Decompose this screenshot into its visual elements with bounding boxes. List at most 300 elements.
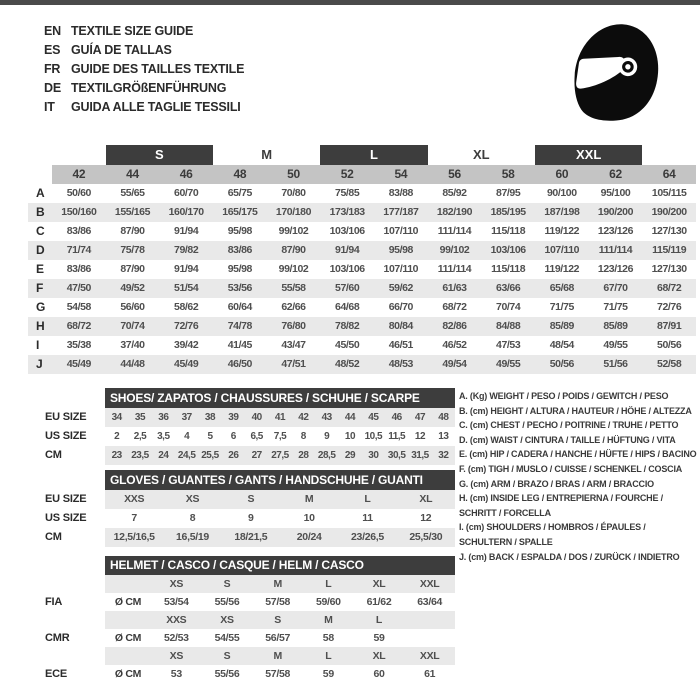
helmet-value-row <box>45 629 455 647</box>
legend-item: B. (cm) HEIGHT / ALTURA / HAUTEUR / HÖHE / ALTEZZA <box>459 405 692 416</box>
textile-cell: 177/187 <box>383 206 419 218</box>
size-cell: 11 <box>362 512 373 524</box>
size-number: 58 <box>481 165 535 184</box>
textile-cell: 44/48 <box>120 358 145 370</box>
helmet-value-cell: 53 <box>170 668 182 680</box>
textile-cell: 190/200 <box>597 206 634 218</box>
textile-cell: 51/54 <box>174 282 199 294</box>
textile-cell: 103/106 <box>329 263 365 275</box>
size-row <box>45 490 455 509</box>
size-cell: 12 <box>420 512 432 524</box>
helmet-size-cell: L <box>303 647 354 665</box>
size-number: 62 <box>589 165 643 184</box>
size-cell: 11,5 <box>388 431 406 442</box>
textile-cell: 165/175 <box>222 206 258 218</box>
row-label <box>45 575 105 593</box>
textile-cell: 150/160 <box>61 206 97 218</box>
language-code: EN <box>44 23 61 38</box>
helmet-size-cell: XXL <box>404 647 455 665</box>
size-cell: 3,5 <box>157 431 170 442</box>
row-letter: F <box>36 281 44 295</box>
textile-cell: 58/62 <box>174 301 199 313</box>
textile-cell: 83/86 <box>66 263 91 275</box>
size-group-xl: XL <box>473 147 490 162</box>
textile-cell: 87/90 <box>281 244 306 256</box>
textile-cell: 85/92 <box>442 187 467 199</box>
textile-cell: 111/114 <box>437 225 472 237</box>
textile-row <box>28 336 696 355</box>
textile-cell: 80/84 <box>388 320 413 332</box>
textile-cell: 35/38 <box>66 339 91 351</box>
textile-cell: 107/110 <box>544 244 580 256</box>
textile-cell: 70/80 <box>281 187 306 199</box>
shoes-title-bar: SHOES/ ZAPATOS / CHAUSSURES / SCHUHE / SCARPE <box>105 388 455 408</box>
helmet-value-cell: 58 <box>322 632 334 644</box>
size-cell: 28 <box>292 446 315 465</box>
textile-cell: 48/52 <box>335 358 360 370</box>
size-cell: 8 <box>189 512 196 524</box>
diameter-label: Ø CM <box>114 668 142 680</box>
textile-cell: 83/88 <box>388 187 413 199</box>
textile-cell: 45/49 <box>66 358 91 370</box>
language-code: DE <box>44 80 61 95</box>
helmet-size-cell: S <box>202 647 253 665</box>
legend-item: C. (cm) CHEST / PECHO / POITRINE / TRUHE / PETTO <box>459 420 679 431</box>
language-row <box>44 78 244 97</box>
textile-cell: 190/200 <box>651 206 687 218</box>
row-letter: D <box>36 243 45 257</box>
row-letter: I <box>36 338 40 352</box>
size-cell: 36 <box>152 408 175 427</box>
textile-cell: 84/88 <box>496 320 521 332</box>
textile-cell: 173/183 <box>329 206 365 218</box>
row-label: FIA <box>45 596 63 608</box>
textile-cell: 75/85 <box>335 187 360 199</box>
textile-cell: 57/60 <box>335 282 360 294</box>
textile-cell: 41/45 <box>227 339 252 351</box>
textile-cell: 72/76 <box>174 320 199 332</box>
size-row <box>45 528 455 547</box>
textile-cell: 99/102 <box>278 225 309 237</box>
helmet-size-cell: XL <box>354 647 405 665</box>
size-group-m: M <box>261 147 273 162</box>
size-cell: 34 <box>105 408 128 427</box>
size-cell: 18/21,5 <box>222 528 280 547</box>
textile-cell: 56/60 <box>120 301 145 313</box>
top-border-bar <box>0 0 700 5</box>
shoes-table <box>45 388 455 465</box>
textile-cell: 55/65 <box>120 187 145 199</box>
helmet-size-cell: XXL <box>404 575 455 593</box>
language-code: IT <box>44 99 55 114</box>
textile-cell: 75/78 <box>120 244 145 256</box>
legend-item: I. (cm) SHOULDERS / HOMBROS / ÉPAULES / SCHULTERN / SPALLE <box>459 522 646 547</box>
size-cell: 6 <box>230 431 236 442</box>
size-cell: 7 <box>131 512 137 524</box>
legend-item: G. (cm) ARM / BRAZO / BRAS / ARM / BRACCIO <box>459 478 654 489</box>
size-cell: 5 <box>207 431 213 442</box>
textile-cell: 52/58 <box>657 358 682 370</box>
textile-cell: 87/90 <box>120 225 145 237</box>
textile-cell: 45/50 <box>335 339 360 351</box>
textile-cell: 47/51 <box>281 358 306 370</box>
language-code: ES <box>44 42 61 57</box>
textile-cell: 67/70 <box>603 282 628 294</box>
gloves-title-bar: GLOVES / GUANTES / GANTS / HANDSCHUHE / GUANTI <box>105 470 455 490</box>
textile-cell: 185/195 <box>490 206 526 218</box>
language-label: GUIDA ALLE TAGLIE TESSILI <box>71 99 241 114</box>
size-cell: 9 <box>248 512 254 524</box>
helmet-value-cell: 54/55 <box>214 632 240 644</box>
helmet-size-row <box>45 575 455 593</box>
language-row <box>44 59 244 78</box>
size-row <box>45 509 455 528</box>
size-cell: 23,5 <box>128 446 151 465</box>
textile-cell: 99/102 <box>439 244 470 256</box>
textile-rows <box>28 184 696 374</box>
textile-cell: 111/114 <box>598 244 633 256</box>
size-number: 60 <box>535 165 589 184</box>
row-label <box>45 647 105 665</box>
textile-cell: 50/56 <box>549 358 574 370</box>
helmet-icon <box>570 20 662 124</box>
size-cell: 10 <box>344 431 356 442</box>
legend-item: D. (cm) WAIST / CINTURA / TAILLE / HÜFTUNG / VITA <box>459 434 676 445</box>
textile-cell: 85/89 <box>549 320 574 332</box>
size-cell: 30,5 <box>385 446 408 465</box>
size-cell: 41 <box>268 408 291 427</box>
size-cell: 31,5 <box>408 446 431 465</box>
textile-cell: 48/53 <box>388 358 413 370</box>
helmet-size-cell: L <box>303 575 354 593</box>
row-label <box>45 611 105 629</box>
size-cell: 45 <box>362 408 385 427</box>
size-cell: 2,5 <box>133 431 147 442</box>
row-letter: B <box>36 205 45 219</box>
textile-cell: 50/56 <box>657 339 682 351</box>
measurement-legend <box>459 389 699 564</box>
diameter-label: Ø CM <box>114 632 142 644</box>
size-number: 42 <box>52 165 106 184</box>
row-label: ECE <box>45 668 68 680</box>
size-row <box>45 427 455 446</box>
language-label: TEXTILE SIZE GUIDE <box>71 23 194 38</box>
size-cell: L <box>338 490 396 509</box>
textile-cell: 123/126 <box>597 263 634 275</box>
size-row <box>45 408 455 427</box>
size-cell: 7,5 <box>273 431 287 442</box>
textile-row <box>28 184 696 203</box>
textile-cell: 111/114 <box>437 263 472 275</box>
row-letter: C <box>36 224 45 238</box>
helmet-size-cell: M <box>252 575 303 593</box>
helmet-value-cell: 53/54 <box>163 596 189 608</box>
size-cell: M <box>280 490 338 509</box>
textile-row <box>28 317 696 336</box>
row-letter: A <box>36 186 45 200</box>
size-cell: 29 <box>338 446 361 465</box>
helmet-value-cell: 61/62 <box>366 596 392 608</box>
size-cell: 27,5 <box>268 446 291 465</box>
textile-cell: 87/91 <box>657 320 682 332</box>
textile-cell: 70/74 <box>496 301 521 313</box>
helmet-size-cell: XS <box>202 611 253 629</box>
row-label: CM <box>45 449 62 461</box>
textile-cell: 76/80 <box>281 320 306 332</box>
helmet-value-cell: 55/56 <box>214 596 240 608</box>
textile-row <box>28 203 696 222</box>
textile-cell: 48/54 <box>549 339 574 351</box>
textile-cell: 71/75 <box>549 301 574 313</box>
row-label: EU SIZE <box>45 493 87 505</box>
textile-cell: 119/122 <box>544 225 580 237</box>
legend-item: H. (cm) INSIDE LEG / ENTREPIERNA / FOURCHE / SCHRITT / FORCELLA <box>459 493 663 518</box>
helmet-value-cell: 57/58 <box>265 596 291 608</box>
language-label: GUIDE DES TAILLES TEXTILE <box>71 61 245 76</box>
size-cell: XS <box>163 490 221 509</box>
helmet-value-cell: 55/56 <box>214 668 240 680</box>
helmet-value-row <box>45 593 455 611</box>
textile-cell: 115/118 <box>491 263 526 275</box>
diameter-spacer <box>105 575 151 593</box>
helmet-value-cell: 61 <box>424 668 436 680</box>
textile-cell: 91/94 <box>335 244 360 256</box>
size-cell: 10 <box>303 512 315 524</box>
row-letter: H <box>36 319 45 333</box>
size-cell: 12,5/16,5 <box>105 528 163 547</box>
helmet-value-cell: 63/64 <box>417 596 443 608</box>
helmet-value-cell: 59 <box>322 668 334 680</box>
size-cell: 32 <box>432 446 455 465</box>
row-label: CM <box>45 531 62 543</box>
helmet-rows <box>45 575 455 683</box>
textile-cell: 72/76 <box>657 301 682 313</box>
size-cell: 27 <box>245 446 268 465</box>
textile-row <box>28 279 696 298</box>
helmet-title-bar: HELMET / CASCO / CASQUE / HELM / CASCO <box>105 556 455 575</box>
size-cell: 10,5 <box>364 431 383 442</box>
size-cell: 24,5 <box>175 446 198 465</box>
textile-cell: 70/74 <box>120 320 145 332</box>
textile-cell: 87/90 <box>120 263 145 275</box>
size-cell: 48 <box>432 408 455 427</box>
helmet-icon-svg <box>570 20 662 124</box>
textile-cell: 82/86 <box>442 320 467 332</box>
textile-cell: 119/122 <box>544 263 580 275</box>
row-label: EU SIZE <box>45 411 87 423</box>
size-cell: 35 <box>128 408 151 427</box>
textile-cell: 64/68 <box>335 301 360 313</box>
textile-cell: 43/47 <box>281 339 306 351</box>
diameter-spacer <box>105 611 151 629</box>
helmet-value-cell: 57/58 <box>265 668 291 680</box>
textile-cell: 105/115 <box>651 187 687 199</box>
textile-cell: 54/58 <box>66 301 91 313</box>
textile-cell: 170/180 <box>275 206 312 218</box>
textile-cell: 63/66 <box>496 282 521 294</box>
textile-cell: 160/170 <box>168 206 204 218</box>
textile-cell: 107/110 <box>383 225 419 237</box>
language-code: FR <box>44 61 61 76</box>
textile-cell: 95/98 <box>227 225 252 237</box>
helmet-size-cell: XL <box>354 575 405 593</box>
size-number: 56 <box>428 165 482 184</box>
textile-cell: 99/102 <box>278 263 309 275</box>
row-label: US SIZE <box>45 430 87 442</box>
helmet-size-cell: XS <box>151 575 202 593</box>
textile-cell: 62/66 <box>281 301 306 313</box>
helmet-size-cell: XS <box>151 647 202 665</box>
size-cell: 28,5 <box>315 446 338 465</box>
size-cell: 8 <box>300 431 306 442</box>
size-cell: 4 <box>184 431 190 442</box>
helmet-value-cell: 59/60 <box>315 596 341 608</box>
textile-cell: 115/119 <box>652 244 687 256</box>
size-cell: 47 <box>408 408 431 427</box>
textile-cell: 95/100 <box>600 187 631 199</box>
helmet-size-cell: S <box>252 611 303 629</box>
textile-cell: 59/62 <box>388 282 413 294</box>
size-cell: 46 <box>385 408 408 427</box>
textile-cell: 127/130 <box>651 263 687 275</box>
row-letter: J <box>36 357 43 371</box>
size-group-row <box>28 145 696 165</box>
size-group-s: S <box>106 145 213 165</box>
helmet-size-cell: XXS <box>151 611 202 629</box>
textile-cell: 46/50 <box>227 358 252 370</box>
textile-cell: 79/82 <box>174 244 199 256</box>
textile-cell: 51/56 <box>603 358 628 370</box>
helmet-value-cell: 59 <box>373 632 385 644</box>
textile-cell: 65/75 <box>227 187 252 199</box>
helmet-size-cell: M <box>252 647 303 665</box>
textile-cell: 68/72 <box>657 282 682 294</box>
textile-cell: 65/68 <box>549 282 574 294</box>
size-cell: 25,5/30 <box>397 528 455 547</box>
textile-cell: 71/74 <box>66 244 91 256</box>
textile-row <box>28 355 696 374</box>
textile-cell: 39/42 <box>174 339 199 351</box>
size-number: 50 <box>267 165 321 184</box>
gloves-table <box>45 470 455 547</box>
textile-cell: 49/54 <box>442 358 467 370</box>
textile-cell: 68/72 <box>66 320 91 332</box>
helmet-size-cell: L <box>354 611 405 629</box>
textile-cell: 91/94 <box>174 225 199 237</box>
legend-item: J. (cm) BACK / ESPALDA / DOS / ZURÜCK / INDIETRO <box>459 551 680 562</box>
textile-cell: 87/95 <box>496 187 521 199</box>
size-number: 64 <box>642 165 696 184</box>
size-cell: 24 <box>152 446 175 465</box>
size-cell: 44 <box>338 408 361 427</box>
textile-row <box>28 222 696 241</box>
language-label: GUÍA DE TALLAS <box>71 42 172 57</box>
helmet-value-row <box>45 665 455 683</box>
helmet-value-cell: 52/53 <box>163 632 189 644</box>
textile-cell: 90/100 <box>546 187 577 199</box>
size-cell: XXS <box>105 490 163 509</box>
textile-cell: 91/94 <box>174 263 199 275</box>
helmet-size-cell: M <box>303 611 354 629</box>
helmet-value-cell: 60 <box>373 668 385 680</box>
textile-row <box>28 241 696 260</box>
size-cell: 20/24 <box>280 528 338 547</box>
textile-cell: 47/53 <box>496 339 521 351</box>
diameter-label: Ø CM <box>114 596 142 608</box>
language-row <box>44 21 244 40</box>
helmet-size-row <box>45 647 455 665</box>
row-letter: E <box>36 262 45 276</box>
textile-cell: 45/49 <box>174 358 199 370</box>
size-number: 44 <box>106 165 160 184</box>
legend-item: E. (cm) HIP / CADERA / HANCHE / HÜFTE / HIPS / BACINO <box>459 449 697 460</box>
textile-cell: 66/70 <box>388 301 413 313</box>
size-cell: 2 <box>114 431 120 442</box>
size-group-xxl: XXL <box>535 145 642 165</box>
textile-cell: 49/55 <box>603 339 628 351</box>
textile-cell: 107/110 <box>383 263 419 275</box>
helmet-size-cell <box>404 611 455 629</box>
helmet-value-cell: 56/57 <box>265 632 291 644</box>
textile-cell: 95/98 <box>388 244 413 256</box>
size-cell: 23 <box>105 446 128 465</box>
textile-cell: 50/60 <box>66 187 91 199</box>
textile-cell: 103/106 <box>329 225 365 237</box>
row-label: US SIZE <box>45 512 87 524</box>
language-row <box>44 40 244 59</box>
textile-cell: 74/78 <box>227 320 252 332</box>
size-cell: 39 <box>222 408 245 427</box>
textile-cell: 68/72 <box>442 301 467 313</box>
language-label: TEXTILGRÖßENFÜHRUNG <box>71 80 227 95</box>
textile-cell: 83/86 <box>227 244 252 256</box>
textile-cell: 155/165 <box>114 206 151 218</box>
textile-cell: 61/63 <box>442 282 467 294</box>
textile-cell: 46/52 <box>442 339 467 351</box>
size-cell: 43 <box>315 408 338 427</box>
helmet-size-table <box>45 556 455 683</box>
textile-cell: 46/51 <box>388 339 413 351</box>
size-cell: XL <box>397 490 455 509</box>
language-row <box>44 97 244 116</box>
textile-cell: 123/126 <box>597 225 634 237</box>
size-group-l: L <box>320 145 427 165</box>
textile-cell: 49/52 <box>120 282 145 294</box>
size-row <box>45 446 455 465</box>
textile-cell: 83/86 <box>66 225 91 237</box>
size-number-row <box>28 165 696 184</box>
textile-cell: 95/98 <box>227 263 252 275</box>
helmet-size-row <box>45 611 455 629</box>
size-cell: 25,5 <box>198 446 221 465</box>
row-label: CMR <box>45 632 70 644</box>
textile-size-table <box>28 145 696 374</box>
textile-row <box>28 260 696 279</box>
row-letter: G <box>36 300 46 314</box>
textile-cell: 60/70 <box>174 187 199 199</box>
size-cell: S <box>222 490 280 509</box>
helmet-value-cell <box>404 629 455 647</box>
textile-cell: 49/55 <box>496 358 521 370</box>
textile-row <box>28 298 696 317</box>
size-cell: 38 <box>198 408 221 427</box>
textile-cell: 47/50 <box>66 282 91 294</box>
textile-cell: 85/89 <box>603 320 628 332</box>
size-cell: 13 <box>438 431 449 442</box>
textile-cell: 115/118 <box>491 225 526 237</box>
size-cell: 16,5/19 <box>163 528 221 547</box>
helmet-size-cell: S <box>202 575 253 593</box>
